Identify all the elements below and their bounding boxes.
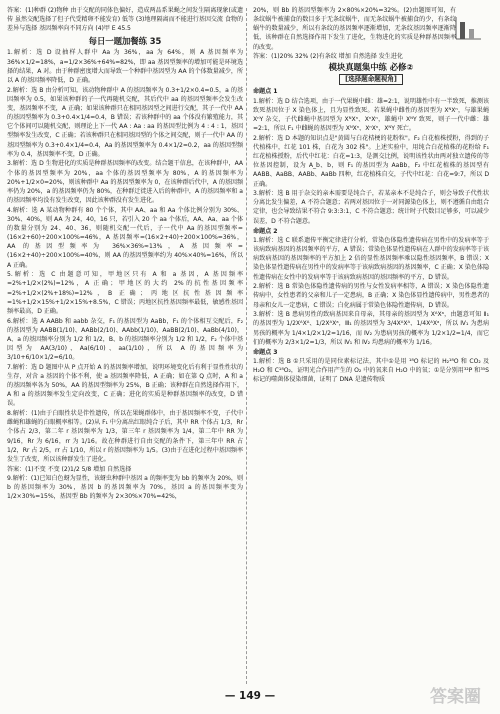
explanation-item: 3.解析：选 D 生物进化的实质是种群基因频率的改变。结合题干信息，在该种群中，AA 个体的基因型频率为 20%，aa 个体的基因型频率为 80%，A 的基因频率为 20%+1/2×0=20%，则该种群中 Aa 的基因型频率为 0，在该种群后代中，A 的基因频率仍为 20%，a 的基因频率仍为 80%，在种群迁徙进入后的种群中，A 的基因频率和 a 的基因频率均没有发生改变，因此该种群没有发生进化。: [7, 160, 243, 204]
explanation-item: 7.解析：选 D 题图中从 P 点开始 A 的基因频率增加，说明环境变化后有利于显性性状的生存，对含 a 基因的个体不利，使 a 基因频率降低，A 正确；如在第 Q 点时，A 和 a 的基因频率各为 50%，AA 的基因型频率为 25%，B 正确；该种群在自然选择作用下，A 和 a 的基因频率发生定向改变，C 正确；进化的实质是种群基因频率的改变，D 错误。: [7, 363, 243, 408]
section-title-module: 模块真题集中练 必修②: [328, 62, 414, 73]
watermark-text: 答案圈: [430, 687, 481, 707]
subtitle-box: [选择题命题视角]: [339, 74, 403, 85]
topic-1-list: [253, 97, 489, 226]
explanation-item: 5.解析：选 C 由题意可知，甲地区只有 A 和 a 基因，A 基因频率=2%+1/2×(2%)=12%，A 正确；甲地区的大约 2%的抗性基因频率=2%+1/2×(2%+18%)=12%，B 正确；丙地区抗性基因频率=1%+1/2×15%+1/2×15%+8.5%，C 错误；丙地区抗性基因频率最低，敏感性基因频率最高，D 正确。: [7, 271, 243, 315]
explanation-item: 答案：(1)不变 不变 (2)1/2 5/8 增加 自然选择: [7, 465, 132, 473]
snail-count-diagram-icon: [453, 14, 483, 42]
left-item-list: [7, 48, 243, 473]
explanation-item: 2.解析：选 B 由分析可知，该动物种群中 A 的基因频率为 0.3+1/2×0.4=0.5，a 的基因频率为 0.5，如果该种群的子一代再随机交配，其后代中 aa 的基因型频率会发生改变，基因频率不变，A 正确；如果该种群只在相同基因型之间进行交配，其子一代中 AA 的基因型频率为 0.3+0.4×1/4=0.4，B 错误；若该种群中的 aa 个体没有繁殖能力，其它个体间可以随机交配，则理论上下一代 AA : Aa : aa 的基因型比例为 4 : 4 : 1，基因型频率发生改变，C 正确；若该种群只在相同基因型的个体之间交配，则子一代中 AA 的基因型频率为 0.3+0.4×1/4=0.4，Aa 的基因型频率为 0.4×1/2=0.2，aa 的基因型频率为 0.4，基因频率不变，D 正确。: [7, 86, 243, 158]
topic-heading-3: 命题点 3: [253, 348, 278, 356]
explanation-item: 8.解析：(1)由于白眼性状是伴性遗传，所以在果蝇群体中，由于基因频率不变，子代中雌蝇和雄蝇的白眼概率相等。(2)从 F₁ 中分离出红眼纯合子后，其中 RR 个体占 1/3，Rr 个体占 2/3，第二年 r 基因频率为 1/3，第三年 r 基因频率为 1/4，第二年中 RR 为 9/16，Rr 为 6/16，rr 为 1/16。故在种群进行自由交配的条件下，第三年中 RR 占 1/2，Rr 占 2/5，rr 占 1/10，所以 r 的基因频率为 1/5。(3)由于在进化过程中基因频率发生了改变，所以该种群发生了进化。: [7, 410, 243, 463]
q9-continued-paragraph: 20%，则 Bb 的基因型频率为 2×80%×20%=32%。(2)由题图可知，有条纹蜗牛被捕食的数目多于无条纹蜗牛，而无条纹蜗牛被捕食的少，有条纹蜗牛的数量减少，所以有条纹的基因频率逐渐增加，无条纹基因频率逐渐降低，该种群在自然选择作用下发生了进化，生物进化的实质是种群基因频率的改变。: [253, 7, 456, 51]
explanation-item: 1.解析：选 B ①只采用的是同位素标记法，其中①是用 ¹⁸O 标记的 H₂¹⁸O 和 CO₂ 及 H₂O 和 C¹⁸O₂，证明光合作用产生的 O₂ 中的氧来自 H₂O 中的氧；①是分别用³²P 和³⁵S 标记的噬菌体侵染细菌，证明了 DNA 是遗传物质: [253, 357, 489, 384]
answer-paragraph: [7, 6, 243, 33]
topic-3-list: [253, 357, 489, 384]
section-title-daily: 每日一题加餐练 35: [88, 36, 162, 47]
question-9-explanation: 9.解析：(1)已知白色蚜为显性，该蚜虫种群中基因 a 的频率变为 bb 的频率为 20%，则 b 的基因频率为 30%，基因 b 的基因频率为 70%，基因 a 的基因频率变为 1/2×30%=15%，基因型 Bb 的频率为 2×30%×70%=42%，: [7, 474, 243, 500]
left-column: [7, 6, 243, 501]
watermark-logo-icon: [428, 680, 494, 710]
explanation-item: 6.解析：选 A AABb 和 aabb 杂交，F₁ 的基因型为 AaBb，F₁ 的个体相互交配后，F₂ 的基因型为 AABB(1/10)、AABb(2/10)、AAbb(1/10)、AaBB(2/10)、AaBb(4/10)，A、a 的基因频率分别为 1/2 和 1/2，B、b 的基因频率分别为 1/2 和 1/2，F₂ 个体中基因型为 AA(3/10)、Aa(6/10)、aa(1/10)，所以 A 的基因频率为 3/10+6/10×1/2=6/10。: [7, 317, 243, 362]
topic-2-list: [253, 236, 489, 347]
explanation-item: 1.解析：选 D 结合选项，由于一代果蝇中雌：雄=2:1，说明雄性中有一半致死，推测该致死基因位于 X 染色体上，且为显性致死。若果蝇中雌性的基因型为 XᴺXⁿ，与雄果蝇 XⁿY 杂交，子代雌蝇中基因型为 XᴺXⁿ、XⁿXⁿ，雄蝇中 XᴺY 致死，则子一代中雌：雄=2:1，所以 F₁ 中雌蝇的基因型为 XᴺXⁿ、XⁿXⁿ，XᴺY 死亡。: [253, 97, 489, 133]
section-subtitle: [253, 74, 489, 85]
explanation-item: 4.解析：选 A 某动物种群有 80 个个体，其中 AA、aa 和 Aa 个体比例分别为 30%、30%、40%，则 AA 为 24，40，16 只，若引入 20 个 aa 个体后，AA、Aa、aa 个体的数量分别为 24、40、36，则随机交配一代后，子一代中 Aa 的基因型频率=(16×2+60)÷200×100%=46%，A 基因频率=(16×2+40)÷200×100%=36%，AA 的基因型频率为 36%×36%≈13%，A 基因频率=(16×2+40)÷200×100%=40%，则 AA 的基因型频率约为 40%×40%=16%，所以 A 正确。: [7, 206, 243, 269]
q9-answer: 答案：(1)20% 32% (2)有条纹 增加 自然选择 发生进化: [253, 53, 403, 61]
explanation-item: 1.解析：选 C 联系遗传平衡定律进行分析，常染色体隐性遗传病在男性中的发病率等于该病致病基因的基因频率的平方，A 错误；常染色体显性遗传病在人群中的发病率等于该病致病基因的基因频率的平方加上 2 倍的显性基因频率乘以隐性基因频率，B 错误；X 染色体显性遗传病在男性中的发病率等于该病致病基因的基因频率，C 正确；X 染色体隐性遗传病在女性中的发病率等于该病致病基因的基因频率的平方，D 错误。: [253, 236, 489, 281]
column-divider: [246, 8, 247, 684]
answer-text: 答案：(1)种群 (2)物种 由于交配的同体色偏好，造成两品系果蝇之间发生隔离现象(或遗传 虽然交配选择了但子代受精卵不能发育) 低等 (3)地理隔离而不能进行基因交流 食物的差异与选择 基因频率向不同方向 (4)甲 E 45.5: [7, 7, 243, 33]
topic-heading-1: 命题点 1: [253, 88, 278, 96]
explanation-item: 3.解析：选 B 患病男性的致病基因来自母亲，其母亲的基因型为 XᴬXᵃ，由题意可知 Ⅱ₁ 的基因型为 1/2XᴬXᴬ、1/2XᴬXᵃ，Ⅲ₁ 的基因型为 3/4XᴬXᴬ、1/4XᴬXᵃ，所以 Ⅳ₁ 为患病男孩的概率为 1/4×1/2×1/2=1/16，而 Ⅳ₂ 为患病男孩的概率为 1/2×1/2=1/4，而它们的概率为 2/3×1/2=1/3，所以 Ⅳ₁ 和 Ⅳ₂ 均患病的概率为 1/16。: [253, 311, 489, 346]
right-column: [253, 6, 489, 384]
explanation-item: 2.解析：选 B 常染色体隐性遗传病的男性与女性发病率相等，A 错误；X 染色体隐性遗传病中，女性患者的父亲和儿子一定患病，B 正确；X 染色体显性遗传病中，男性患者的母亲和女儿一定患病，C 错误；白化病属于常染色体隐性遗传病，D 错误。: [253, 283, 489, 309]
topic-heading-2: 命题点 2: [253, 227, 278, 235]
explanation-item: 2.解析：选 D 本题的知识点是"黄圆与白花桔梗的花粉粒"。F₂ 白花植株授粉，得到的子代植株中，红花 101 株，白花为 302 株"。上述实验中，用纯合白花植株的花粉给 F₁ 红花植株授粉，后代中红花：白花=1:3，是测交比例，说明该性状由两对独立遗传的等位基因控制，设为 A_b、b，则 F₁ 的基因型为 AaBb，F₂ 中红花植株的基因型有 AABB、AaBB、AABb、AaBb 四种，红花植株自交，子代中红花：白花=9:7，所以 D 正确。: [253, 134, 489, 188]
explanation-item: 3.解析：选 B 用于杂交的亲本需要是纯合子，若某亲本不是纯合子，则会导致子代性状分离比发生偏差，A 不符合题意；若两对基因位于一对同源染色体上，则不遵循自由组合定律，也会导致结果不符合 9:3:3:1，C 不符合题意；统计时子代数目足够多，可以减少误差，D 不符合题意。: [253, 190, 489, 225]
page-number: — 149 —: [224, 690, 276, 702]
explanation-item: 1.解析：选 D 设抽样人群中 Aa 为 36%，aa 为 64%，则 A 基因频率为 36%×1/2=18%，a=1/2×36%+64%=82%，即 aa 基因型频率的增加可能是环境选择的结果，A 对。由于种群密度增大而导致一个种群中基因型为 AA 的个体数量减少，所以 A 的基因频率降低，D 正确。: [7, 49, 243, 84]
